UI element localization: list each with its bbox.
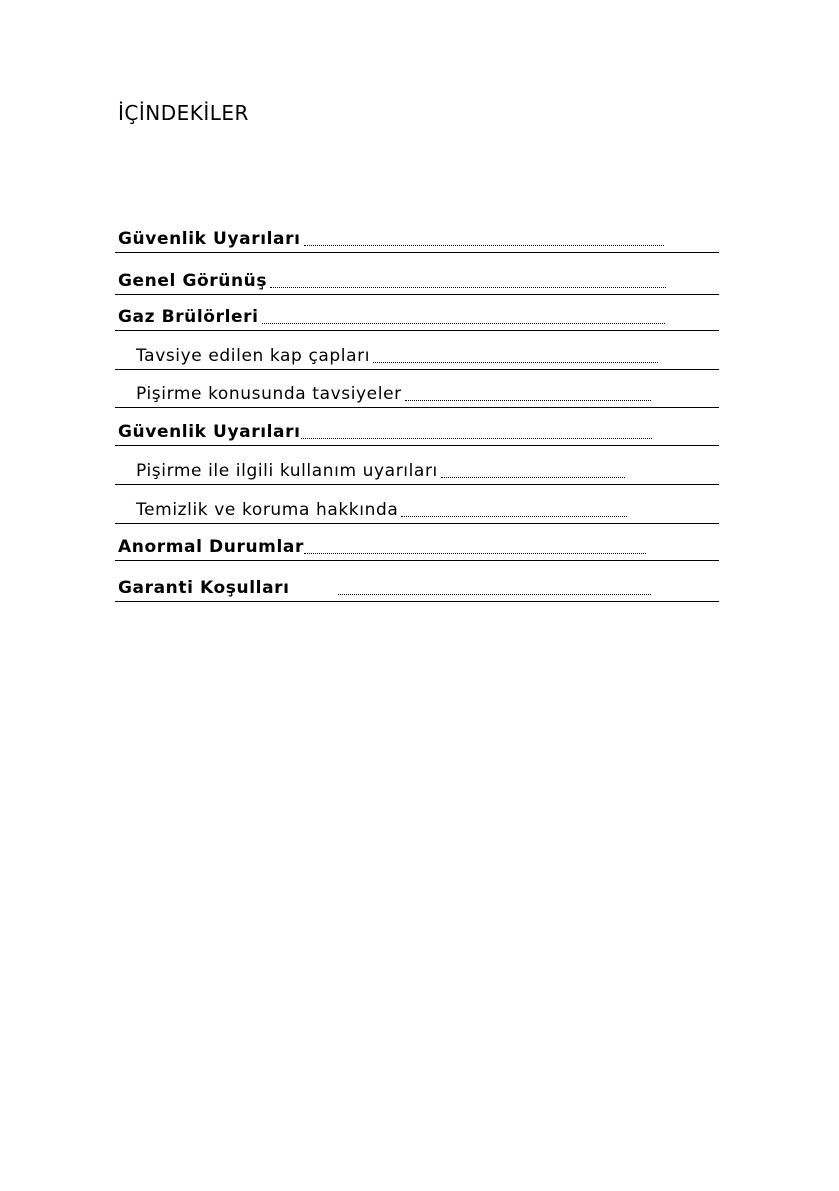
toc-entry-label: Güvenlik Uyarıları [118, 422, 301, 442]
toc-leader-dots [304, 553, 646, 554]
toc-leader-dots [301, 438, 652, 439]
toc-entry-genel-gorunus [115, 253, 719, 295]
toc-entry-temizlik-ve-koruma-hakkinda [115, 485, 719, 524]
toc-entry-guvenlik-uyarilari-1 [115, 212, 719, 253]
toc-entry-label: Garanti Koşulları [118, 578, 290, 598]
toc-leader-dots [304, 245, 664, 246]
toc-leader-dots [262, 323, 665, 324]
toc-entry-label: Güvenlik Uyarıları [118, 229, 301, 249]
toc-leader-dots [373, 362, 658, 363]
toc-entry-guvenlik-uyarilari-2 [115, 408, 719, 446]
toc-entry-anormal-durumlar [115, 524, 719, 561]
toc-entry-label: Anormal Durumlar [118, 537, 304, 557]
toc-leader-dots [441, 477, 625, 478]
toc-leader-dots [405, 400, 651, 401]
toc-entry-garanti-kosullari [115, 561, 719, 602]
toc-entry-tavsiye-edilen-kap-caplari [115, 331, 719, 370]
toc-entry-gaz-brulorleri [115, 295, 719, 331]
page-title: İÇİNDEKİLER [118, 101, 249, 125]
toc-entry-label: Temizlik ve koruma hakkında [136, 500, 399, 520]
table-of-contents [115, 212, 719, 602]
toc-entry-pisirme-ile-ilgili-kullanim-uyarilari [115, 446, 719, 485]
toc-entry-label: Genel Görünüş [118, 271, 268, 291]
toc-entry-pisirme-konusunda-tavsiyeler [115, 370, 719, 408]
toc-leader-dots [338, 594, 651, 595]
toc-entry-label: Pişirme ile ilgili kullanım uyarıları [136, 461, 438, 481]
toc-entry-label: Pişirme konusunda tavsiyeler [136, 384, 402, 404]
toc-leader-dots [270, 287, 666, 288]
toc-entry-label: Tavsiye edilen kap çapları [136, 346, 371, 366]
toc-leader-dots [401, 516, 627, 517]
toc-entry-label: Gaz Brülörleri [118, 307, 259, 327]
